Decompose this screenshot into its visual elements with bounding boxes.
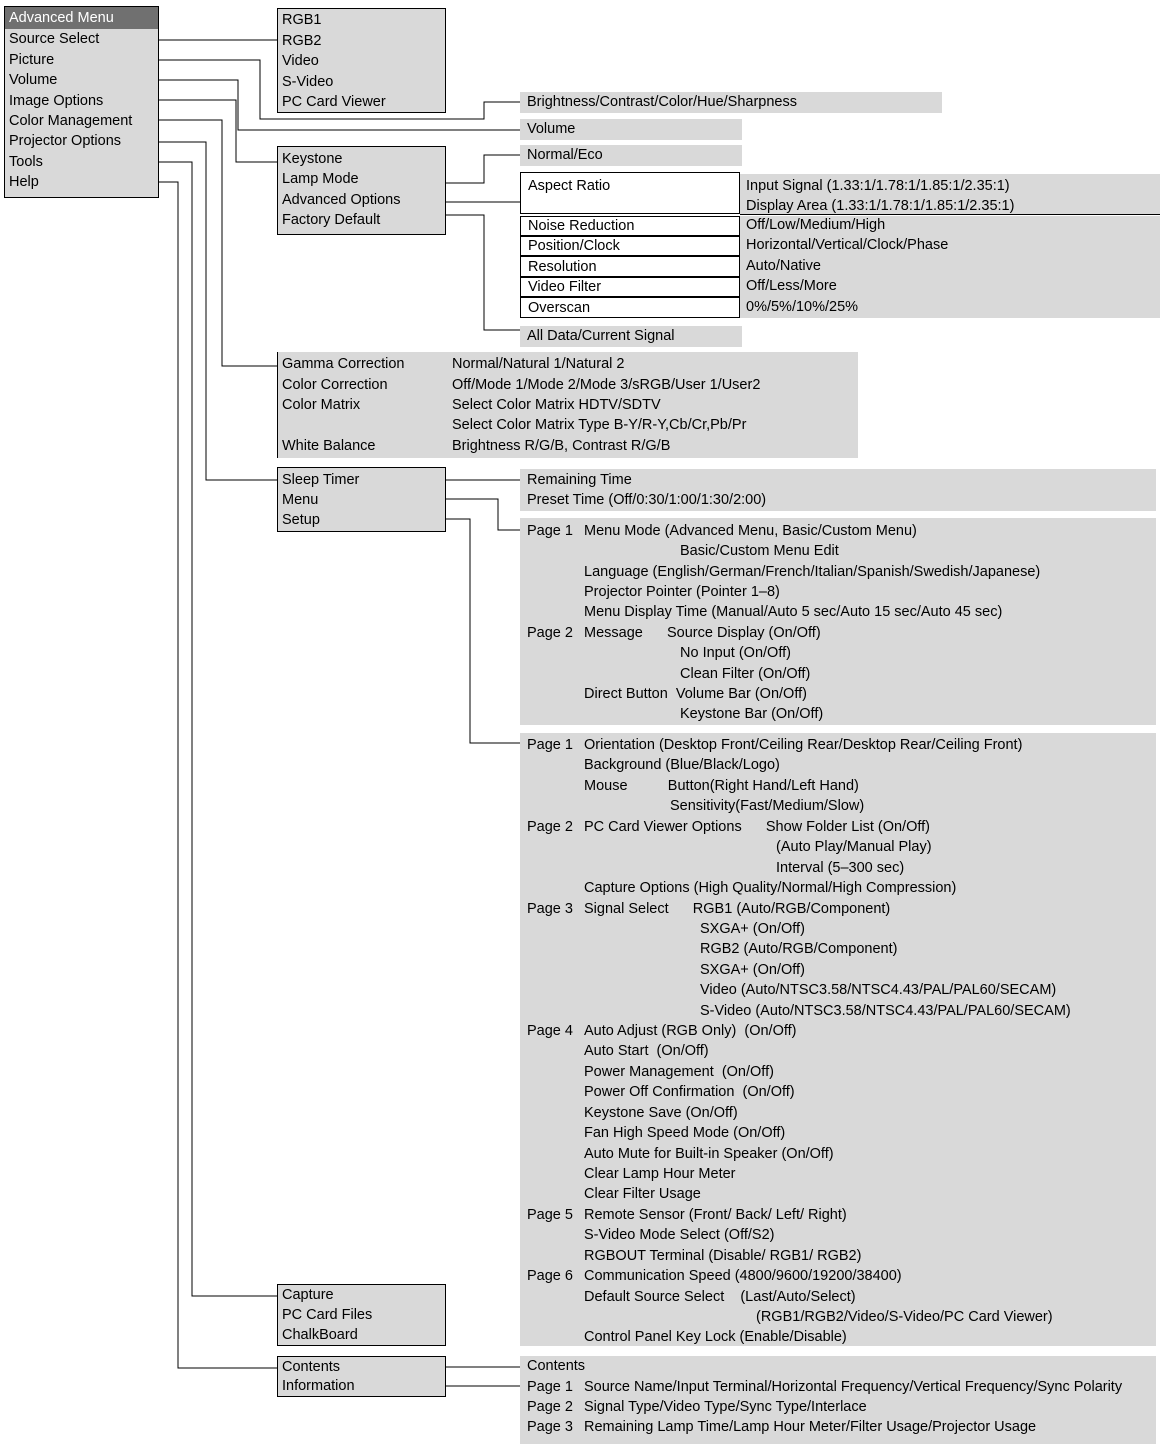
image-options-box <box>277 146 446 235</box>
factory-default-value[interactable]: All Data/Current Signal <box>527 328 675 344</box>
cm-gamma-value[interactable]: Normal/Natural 1/Natural 2 <box>452 356 625 372</box>
tools-box <box>277 1284 446 1346</box>
source-select-box <box>277 8 446 113</box>
setup-line[interactable]: Interval (5–300 sec) <box>776 860 905 876</box>
sleep-remaining-time[interactable]: Remaining Time <box>527 472 632 488</box>
cm-white-balance-value[interactable]: Brightness R/G/B, Contrast R/G/B <box>452 438 671 454</box>
setup-page-label: Page 5 <box>527 1207 573 1223</box>
adv-row-value <box>740 236 1160 257</box>
help-information[interactable]: Information <box>282 1378 355 1394</box>
cm-color-matrix-type-value[interactable]: Select Color Matrix Type B-Y/R-Y,Cb/Cr,Pb/Pr <box>452 417 747 433</box>
setup-line[interactable]: RGB2 (Auto/RGB/Component) <box>700 941 898 957</box>
setup-page-label: Page 1 <box>527 737 573 753</box>
menu-line[interactable]: Direct Button Volume Bar (On/Off) <box>584 686 807 702</box>
setup-line[interactable]: Auto Adjust (RGB Only) (On/Off) <box>584 1023 797 1039</box>
setup-line[interactable]: SXGA+ (On/Off) <box>700 962 805 978</box>
help-info-line[interactable]: Signal Type/Video Type/Sync Type/Interlace <box>584 1399 867 1415</box>
setup-line[interactable]: Clear Lamp Hour Meter <box>584 1166 736 1182</box>
menu-item-picture[interactable]: Picture <box>9 52 55 68</box>
setup-line[interactable]: Control Panel Key Lock (Enable/Disable) <box>584 1329 847 1345</box>
menu-line[interactable]: Menu Display Time (Manual/Auto 5 sec/Auto 15 sec/Auto 45 sec) <box>584 604 1003 620</box>
setup-line[interactable]: (RGB1/RGB2/Video/S-Video/PC Card Viewer) <box>756 1309 1053 1325</box>
menu-line[interactable]: Clean Filter (On/Off) <box>680 666 811 682</box>
setup-page-label: Page 4 <box>527 1023 573 1039</box>
image-factory-default[interactable]: Factory Default <box>282 212 381 228</box>
setup-line[interactable]: Orientation (Desktop Front/Ceiling Rear/Desktop Rear/Ceiling Front) <box>584 737 1023 753</box>
projector-menu[interactable]: Menu <box>282 492 319 508</box>
cm-color-matrix-label[interactable]: Color Matrix <box>282 397 361 413</box>
adv-position-clock-value[interactable]: Horizontal/Vertical/Clock/Phase <box>746 237 949 253</box>
setup-line[interactable]: RGBOUT Terminal (Disable/ RGB1/ RGB2) <box>584 1248 862 1264</box>
adv-row-label <box>520 216 740 236</box>
adv-row-label <box>520 297 740 318</box>
help-contents[interactable]: Contents <box>282 1359 341 1375</box>
picture-band <box>520 92 942 113</box>
adv-resolution-label[interactable]: Resolution <box>528 259 597 275</box>
menu-line[interactable]: No Input (On/Off) <box>680 645 791 661</box>
adv-noise-reduction-label[interactable]: Noise Reduction <box>528 218 635 234</box>
main-menu-title: Advanced Menu <box>9 10 114 26</box>
setup-line[interactable]: (Auto Play/Manual Play) <box>776 839 932 855</box>
sleep-preset-time[interactable]: Preset Time (Off/0:30/1:00/1:30/2:00) <box>527 492 767 508</box>
tools-pc-card-files[interactable]: PC Card Files <box>282 1307 373 1323</box>
setup-line[interactable]: Default Source Select (Last/Auto/Select) <box>584 1289 856 1305</box>
source-rgb2[interactable]: RGB2 <box>282 33 322 49</box>
lamp-mode-band <box>520 145 742 166</box>
source-pc-card-viewer[interactable]: PC Card Viewer <box>282 94 386 110</box>
menu-item-color-management[interactable]: Color Management <box>9 113 133 129</box>
menu-line[interactable]: Menu Mode (Advanced Menu, Basic/Custom Menu) <box>584 523 917 539</box>
adv-row-label <box>520 236 740 256</box>
menu-line[interactable]: Keystone Bar (On/Off) <box>680 706 824 722</box>
setup-line[interactable]: Video (Auto/NTSC3.58/NTSC4.43/PAL/PAL60/SECAM) <box>700 982 1057 998</box>
adv-row-value <box>740 174 1160 215</box>
menu-item-help[interactable]: Help <box>9 174 39 190</box>
volume-option[interactable]: Volume <box>527 121 576 137</box>
adv-row-label <box>520 277 740 297</box>
menu-line[interactable]: Basic/Custom Menu Edit <box>680 543 839 559</box>
help-box <box>277 1356 446 1397</box>
setup-line[interactable]: Remote Sensor (Front/ Back/ Left/ Right) <box>584 1207 847 1223</box>
menu-item-tools[interactable]: Tools <box>9 154 43 170</box>
menu-item-source-select[interactable]: Source Select <box>9 31 100 47</box>
menu-line[interactable]: Projector Pointer (Pointer 1–8) <box>584 584 780 600</box>
setup-line[interactable]: SXGA+ (On/Off) <box>700 921 805 937</box>
cm-color-correction-label[interactable]: Color Correction <box>282 377 388 393</box>
setup-line[interactable]: Power Off Confirmation (On/Off) <box>584 1084 795 1100</box>
advanced-options-table <box>520 172 1160 318</box>
adv-aspect-input-signal[interactable]: Input Signal (1.33:1/1.78:1/1.85:1/2.35:1) <box>746 178 1010 194</box>
setup-line[interactable]: S-Video (Auto/NTSC3.58/NTSC4.43/PAL/PAL60/SECAM) <box>700 1003 1071 1019</box>
adv-row-value <box>740 256 1160 278</box>
setup-page-label: Page 3 <box>527 901 573 917</box>
adv-row-label <box>520 256 740 277</box>
adv-aspect-display-area[interactable]: Display Area (1.33:1/1.78:1/1.85:1/2.35:1) <box>746 198 1015 214</box>
cm-color-matrix-value[interactable]: Select Color Matrix HDTV/SDTV <box>452 397 661 413</box>
setup-line[interactable]: Sensitivity(Fast/Medium/Slow) <box>670 798 865 814</box>
setup-line[interactable]: Background (Blue/Black/Logo) <box>584 757 780 773</box>
help-info-line[interactable]: Source Name/Input Terminal/Horizontal Frequency/Vertical Frequency/Sync Polarity <box>584 1379 1123 1395</box>
menu-settings-band <box>520 518 1156 725</box>
adv-video-filter-label[interactable]: Video Filter <box>528 279 602 295</box>
main-menu <box>4 6 159 198</box>
help-info-line[interactable]: Remaining Lamp Time/Lamp Hour Meter/Filter Usage/Projector Usage <box>584 1419 1037 1435</box>
menu-item-volume[interactable]: Volume <box>9 72 58 88</box>
source-video[interactable]: Video <box>282 53 319 69</box>
menu-page-label: Page 2 <box>527 625 573 641</box>
image-keystone[interactable]: Keystone <box>282 151 343 167</box>
cm-color-correction-value[interactable]: Off/Mode 1/Mode 2/Mode 3/sRGB/User 1/User2 <box>452 377 761 393</box>
image-lamp-mode[interactable]: Lamp Mode <box>282 171 359 187</box>
adv-noise-reduction-value[interactable]: Off/Low/Medium/High <box>746 217 886 233</box>
cm-white-balance-label[interactable]: White Balance <box>282 438 376 454</box>
menu-item-image-options[interactable]: Image Options <box>9 93 104 109</box>
setup-line[interactable]: Signal Select RGB1 (Auto/RGB/Component) <box>584 901 891 917</box>
setup-line[interactable]: Communication Speed (4800/9600/19200/38400) <box>584 1268 902 1284</box>
setup-line[interactable]: Fan High Speed Mode (On/Off) <box>584 1125 786 1141</box>
lamp-mode-value[interactable]: Normal/Eco <box>527 147 603 163</box>
source-svideo[interactable]: S-Video <box>282 74 334 90</box>
volume-band <box>520 119 742 140</box>
adv-position-clock-label[interactable]: Position/Clock <box>528 238 620 254</box>
source-rgb1[interactable]: RGB1 <box>282 12 322 28</box>
picture-options[interactable]: Brightness/Contrast/Color/Hue/Sharpness <box>527 94 797 110</box>
setup-line[interactable]: Mouse Button(Right Hand/Left Hand) <box>584 778 859 794</box>
projector-options-box <box>277 467 446 532</box>
help-page-label: Page 2 <box>527 1399 573 1415</box>
adv-aspect-ratio-label[interactable]: Aspect Ratio <box>528 178 611 194</box>
image-advanced-options[interactable]: Advanced Options <box>282 192 401 208</box>
sleep-timer-band <box>520 469 1156 511</box>
setup-line[interactable]: Capture Options (High Quality/Normal/High Compression) <box>584 880 957 896</box>
adv-resolution-value[interactable]: Auto/Native <box>746 258 821 274</box>
projector-setup[interactable]: Setup <box>282 512 320 528</box>
menu-item-projector-options[interactable]: Projector Options <box>9 133 122 149</box>
setup-line[interactable]: Keystone Save (On/Off) <box>584 1105 738 1121</box>
adv-video-filter-value[interactable]: Off/Less/More <box>746 278 837 294</box>
help-page-label: Page 3 <box>527 1419 573 1435</box>
setup-line[interactable]: Auto Start (On/Off) <box>584 1043 709 1059</box>
adv-overscan-value[interactable]: 0%/5%/10%/25% <box>746 299 859 315</box>
setup-line[interactable]: PC Card Viewer Options Show Folder List (On/Off) <box>584 819 930 835</box>
setup-settings-band <box>520 733 1156 1346</box>
projector-sleep-timer[interactable]: Sleep Timer <box>282 472 360 488</box>
menu-page-label: Page 1 <box>527 523 573 539</box>
factory-default-band <box>520 326 742 347</box>
tools-chalkboard[interactable]: ChalkBoard <box>282 1327 358 1343</box>
setup-line[interactable]: S-Video Mode Select (Off/S2) <box>584 1227 775 1243</box>
help-contents-line[interactable]: Contents <box>527 1358 586 1374</box>
setup-page-label: Page 2 <box>527 819 573 835</box>
cm-gamma-label[interactable]: Gamma Correction <box>282 356 405 372</box>
menu-line[interactable]: Language (English/German/French/Italian/Spanish/Swedish/Japanese) <box>584 564 1041 580</box>
adv-row-label <box>520 172 740 214</box>
adv-row-value <box>740 216 1160 237</box>
adv-overscan-label[interactable]: Overscan <box>528 300 591 316</box>
adv-row-value <box>740 277 1160 298</box>
setup-line[interactable]: Auto Mute for Built-in Speaker (On/Off) <box>584 1146 834 1162</box>
help-info-band <box>520 1356 1156 1444</box>
help-page-label: Page 1 <box>527 1379 573 1395</box>
main-menu-header <box>5 7 158 29</box>
setup-line[interactable]: Clear Filter Usage <box>584 1186 701 1202</box>
menu-line[interactable]: Message Source Display (On/Off) <box>584 625 821 641</box>
adv-row-value <box>740 297 1160 318</box>
setup-page-label: Page 6 <box>527 1268 573 1284</box>
setup-line[interactable]: Power Management (On/Off) <box>584 1064 774 1080</box>
tools-capture[interactable]: Capture <box>282 1287 334 1303</box>
